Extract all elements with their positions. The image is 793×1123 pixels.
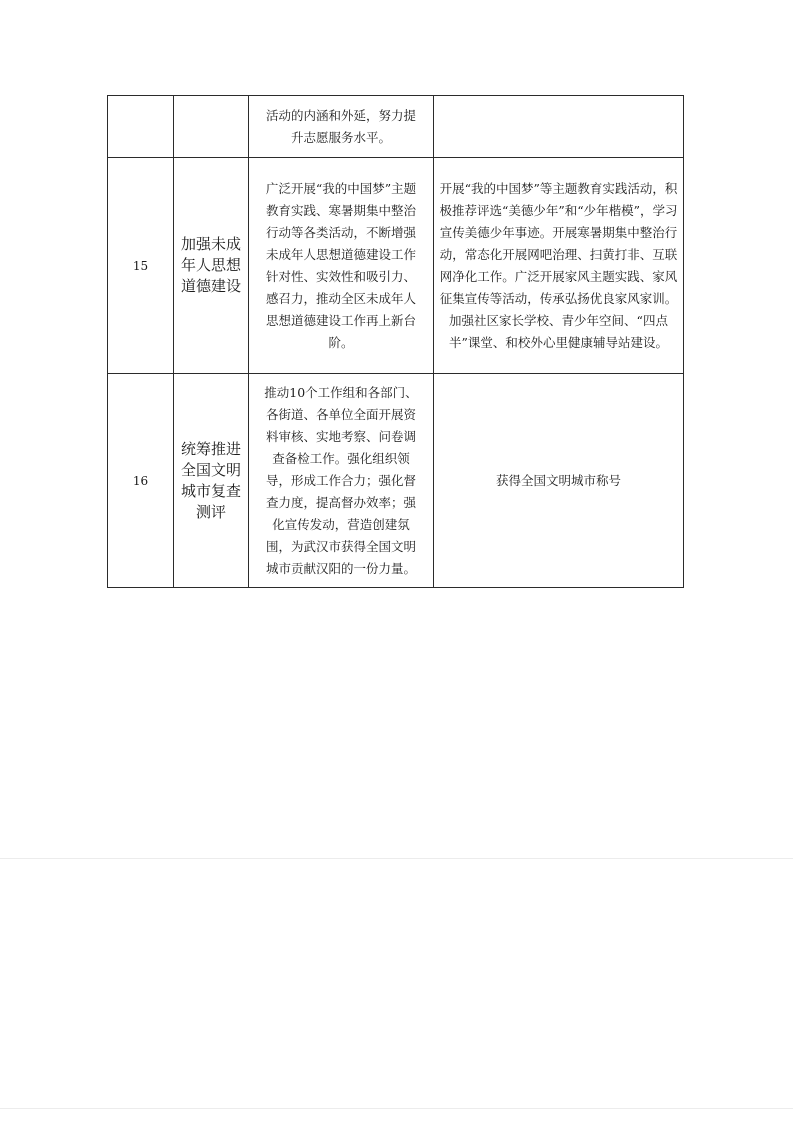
goal-cell xyxy=(434,96,684,158)
task-name-cell: 加强未成年人思想道德建设 xyxy=(174,158,249,374)
table-row xyxy=(108,374,684,588)
measures-cell: 广泛开展“我的中国梦”主题教育实践、寒暑期集中整治行动等各类活动，不断增强未成年人思想道德建设工作针对性、实效性和吸引力、感召力，推动全区未成年人思想道德建设工作再上新台阶。 xyxy=(249,158,434,374)
row-number-cell: 15 xyxy=(108,158,174,374)
measures-cell: 推动10个工作组和各部门、各街道、各单位全面开展资料审核、实地考察、问卷调查备检工作。强化组织领导，形成工作合力；强化督查力度，提高督办效率；强化宣传发动，营造创建氛围，为武汉市获得全国文明城市贡献汉阳的一份力量。 xyxy=(249,374,434,588)
table-row xyxy=(108,158,684,374)
row-number-cell: 16 xyxy=(108,374,174,588)
row-number-cell xyxy=(108,96,174,158)
work-plan-table xyxy=(107,95,684,588)
table-row xyxy=(108,96,684,158)
goal-cell: 获得全国文明城市称号 xyxy=(434,374,684,588)
task-name-cell xyxy=(174,96,249,158)
task-name-cell: 统筹推进全国文明城市复查测评 xyxy=(174,374,249,588)
scan-artifact-line xyxy=(0,858,793,859)
measures-cell: 活动的内涵和外延，努力提升志愿服务水平。 xyxy=(249,96,434,158)
goal-cell: 开展“我的中国梦”等主题教育实践活动，积极推荐评选“美德少年”和“少年楷模”，学习宣传美德少年事迹。开展寒暑期集中整治行动，常态化开展网吧治理、扫黄打非、互联网净化工作。广泛开展家风主题实践、家风征集宣传等活动，传承弘扬优良家风家训。加强社区家长学校、青少年空间、“四点半”课堂、和校外心里健康辅导站建设。 xyxy=(434,158,684,374)
scan-artifact-line xyxy=(0,1108,793,1109)
